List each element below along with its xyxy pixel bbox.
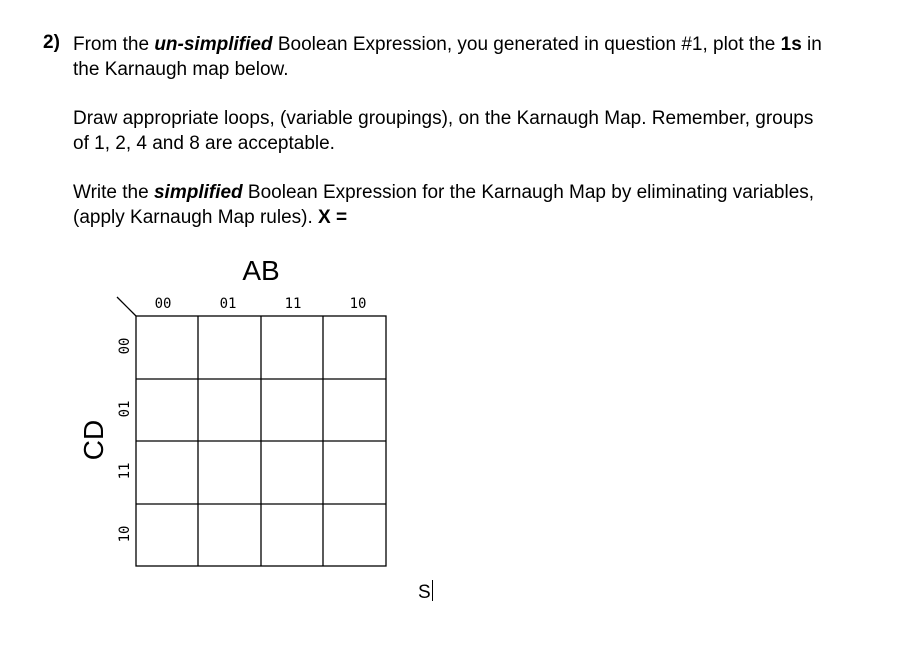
kmap-cell[interactable] bbox=[200, 317, 261, 378]
row-label: 00 bbox=[117, 337, 133, 355]
instruction-plot: From the un-simplified Boolean Expression, you generated in question #1, plot the 1s in the Karnaugh map below. bbox=[73, 34, 822, 80]
kmap-cell[interactable] bbox=[325, 317, 386, 378]
text-cursor bbox=[432, 580, 433, 601]
col-label: 11 bbox=[284, 296, 302, 312]
kmap-cell[interactable] bbox=[262, 380, 323, 441]
answer-input[interactable]: S bbox=[418, 582, 431, 603]
kmap-cell[interactable] bbox=[200, 380, 261, 441]
kmap-cell[interactable] bbox=[325, 442, 386, 503]
col-label: 00 bbox=[154, 296, 172, 312]
instruction-loops: Draw appropriate loops, (variable groupings), on the Karnaugh Map. Remember, groups of 1, 2, 4 and 8 are acceptable. bbox=[73, 108, 814, 154]
kmap-cell[interactable] bbox=[137, 442, 198, 503]
col-label: 01 bbox=[219, 296, 237, 312]
col-variable-label: AB bbox=[242, 255, 280, 286]
kmap-cell[interactable] bbox=[137, 317, 198, 378]
question-number: 2) bbox=[43, 32, 60, 53]
col-label: 10 bbox=[349, 296, 367, 312]
kmap-cell[interactable] bbox=[262, 505, 323, 566]
row-label: 01 bbox=[117, 400, 133, 418]
kmap-cell[interactable] bbox=[325, 505, 386, 566]
corner-diagonal bbox=[117, 297, 136, 316]
kmap-cell[interactable] bbox=[137, 505, 198, 566]
kmap-cell[interactable] bbox=[137, 380, 198, 441]
row-label: 10 bbox=[117, 525, 133, 543]
kmap-cell[interactable] bbox=[262, 317, 323, 378]
kmap-cell[interactable] bbox=[200, 442, 261, 503]
kmap-cell[interactable] bbox=[262, 442, 323, 503]
instruction-simplify: Write the simplified Boolean Expression for the Karnaugh Map by eliminating variables, (apply Karnaugh Map rules). X = bbox=[73, 182, 815, 228]
row-label: 11 bbox=[117, 462, 133, 480]
kmap-cell[interactable] bbox=[200, 505, 261, 566]
row-variable-label: CD bbox=[78, 419, 109, 461]
kmap-cell[interactable] bbox=[325, 380, 386, 441]
